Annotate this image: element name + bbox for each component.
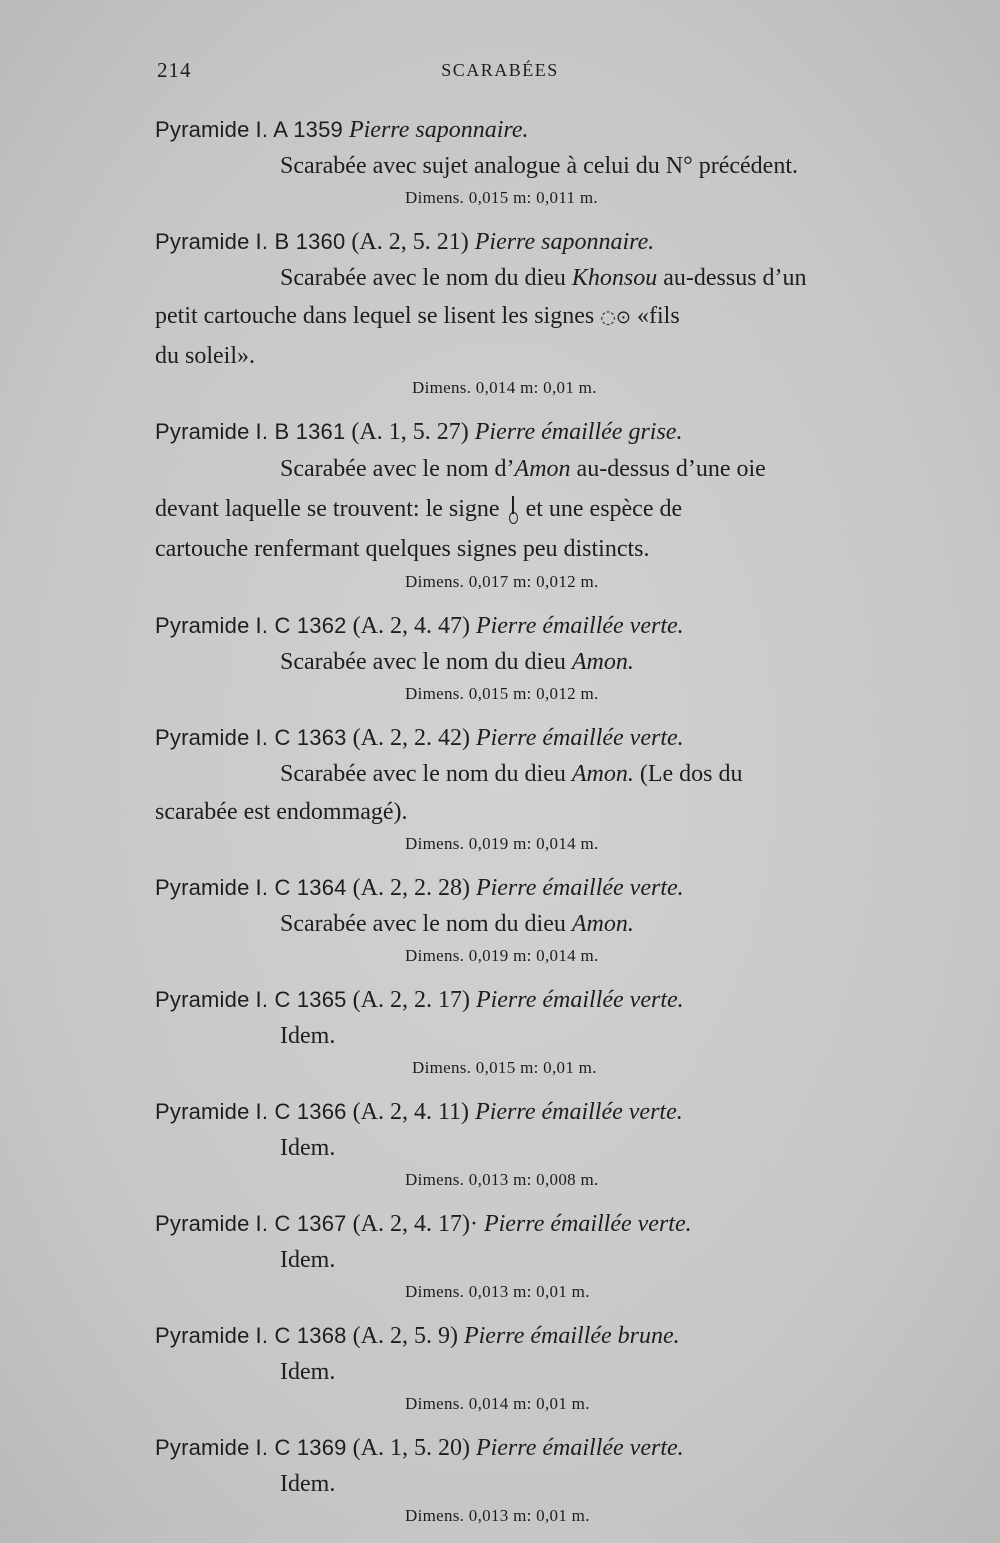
entry-location: (A. 2, 2. 28) [352, 875, 470, 901]
running-title: SCARABÉES [441, 60, 559, 80]
description-text: petit cartouche dans lequel se lisent les signes [155, 303, 601, 329]
entry-location: (A. 2, 2. 17) [352, 987, 470, 1013]
entry-material: Pierre émaillée verte. [475, 987, 684, 1013]
ankh-sign-icon [506, 494, 520, 524]
pyramide-label: Pyramide [155, 987, 250, 1012]
entry-dimensions: Dimens. 0,019 m: 0,014 m. [405, 834, 599, 853]
entry-description [155, 1129, 915, 1167]
pyramide-label: Pyramide [155, 725, 250, 750]
entry-material: Pierre émaillée verte. [475, 1435, 684, 1461]
page-number: 214 [157, 58, 192, 82]
entry-location: (A. 2, 5. 9) [352, 1323, 458, 1349]
catalogue-entry [155, 1319, 915, 1417]
catalogue-entries [155, 113, 915, 1543]
catalogue-entry [155, 609, 915, 707]
pyramide-label: Pyramide [155, 117, 250, 142]
idem-text: Idem. [280, 1359, 336, 1385]
entry-material: Pierre émaillée verte. [475, 725, 684, 751]
entry-dimensions: Dimens. 0,019 m: 0,014 m. [405, 946, 599, 965]
idem-text: Idem. [280, 1135, 336, 1161]
description-text: (Le dos du [633, 761, 743, 787]
description-text: Scarabée avec sujet analogue à celui du N° précédent. [280, 153, 799, 179]
description-text: «fils [631, 303, 680, 329]
pyramide-label: Pyramide [155, 229, 250, 254]
catalogue-entry [155, 1095, 915, 1193]
entry-dimensions: Dimens. 0,013 m: 0,01 m. [405, 1282, 590, 1301]
catalogue-entry [155, 113, 915, 211]
entry-ref: I. B 1361 [255, 419, 346, 444]
entry-heading [155, 871, 915, 905]
catalogue-entry [155, 721, 915, 857]
entry-dimensions: Dimens. 0,013 m: 0,008 m. [405, 1170, 599, 1189]
deity-name: Khonsou [571, 265, 658, 291]
entry-material: Pierre émaillée brune. [463, 1323, 680, 1349]
entry-heading [155, 415, 915, 449]
entry-heading [155, 1431, 915, 1465]
entry-description [155, 259, 915, 375]
page-header [0, 58, 1000, 88]
entry-material: Pierre émaillée verte. [475, 875, 684, 901]
description-line [155, 297, 915, 337]
deity-name: Amon [514, 456, 571, 482]
hieroglyph-signs: ◌⊙ [600, 307, 632, 328]
description-text: Scarabée avec le nom du dieu [280, 911, 572, 937]
entry-material: Pierre émaillée verte. [483, 1211, 692, 1237]
entry-heading [155, 225, 915, 259]
description-text: Scarabée avec le nom du dieu [280, 761, 572, 787]
entry-description [155, 1241, 915, 1279]
entry-description [155, 147, 915, 185]
description-text: au-dessus d’une oie [570, 456, 766, 482]
catalogue-entry [155, 871, 915, 969]
description-text: Scarabée avec le nom d’ [280, 456, 515, 482]
entry-ref: I. C 1367 [255, 1211, 347, 1236]
entry-material: Pierre saponnaire. [348, 117, 529, 143]
entry-ref: I. C 1362 [255, 613, 347, 638]
catalogue-entry [155, 225, 915, 401]
entry-heading [155, 113, 915, 147]
pyramide-label: Pyramide [155, 1211, 250, 1236]
entry-description [155, 905, 915, 943]
entry-heading [155, 609, 915, 643]
entry-ref: I. C 1368 [255, 1323, 347, 1348]
idem-text: Idem. [280, 1023, 336, 1049]
pyramide-label: Pyramide [155, 613, 250, 638]
entry-heading [155, 1207, 915, 1241]
entry-location: (A. 1, 5. 20) [352, 1435, 470, 1461]
entry-heading [155, 1319, 915, 1353]
entry-dimensions: Dimens. 0,014 m: 0,01 m. [405, 1394, 590, 1413]
entry-description [155, 755, 915, 831]
idem-text: Idem. [280, 1471, 336, 1497]
description-text: et une espèce de [525, 496, 683, 522]
entry-description [155, 1017, 915, 1055]
entry-dimensions: Dimens. 0,013 m: 0,01 m. [405, 1506, 590, 1525]
entry-description [155, 1465, 915, 1503]
entry-ref: I. B 1360 [255, 229, 346, 254]
entry-dimensions: Dimens. 0,014 m: 0,01 m. [412, 378, 597, 397]
deity-name: Amon. [571, 649, 634, 675]
description-text: au-dessus d’un [657, 265, 807, 291]
catalogue-entry [155, 415, 915, 595]
entry-location: (A. 1, 5. 27) [351, 419, 469, 445]
entry-material: Pierre émaillée verte. [475, 613, 684, 639]
entry-dimensions: Dimens. 0,015 m: 0,01 m. [412, 1058, 597, 1077]
catalogue-entry [155, 983, 915, 1081]
catalogue-entry [155, 1207, 915, 1305]
description-text: devant laquelle se trouvent: le signe [155, 496, 500, 522]
pyramide-label: Pyramide [155, 1099, 250, 1124]
entry-material: Pierre émaillée verte. [475, 1099, 683, 1125]
pyramide-label: Pyramide [155, 1435, 250, 1460]
entry-description [155, 449, 915, 569]
deity-name: Amon. [571, 911, 634, 937]
entry-heading [155, 721, 915, 755]
entry-dimensions: Dimens. 0,015 m: 0,011 m. [405, 188, 598, 207]
entry-location: (A. 2, 2. 42) [352, 725, 470, 751]
idem-text: Idem. [280, 1247, 336, 1273]
entry-ref: I. A 1359 [255, 117, 343, 142]
entry-ref: I. C 1369 [255, 1435, 347, 1460]
pyramide-label: Pyramide [155, 1323, 250, 1348]
entry-heading [155, 983, 915, 1017]
entry-ref: I. C 1364 [255, 875, 347, 900]
description-line: cartouche renfermant quelques signes peu distincts. [155, 536, 650, 562]
entry-ref: I. C 1365 [255, 987, 347, 1012]
entry-ref: I. C 1363 [255, 725, 347, 750]
description-line: du soleil». [155, 343, 255, 369]
entry-dimensions: Dimens. 0,017 m: 0,012 m. [405, 572, 599, 591]
deity-name: Amon. [571, 761, 634, 787]
entry-material: Pierre saponnaire. [474, 229, 655, 255]
entry-location: (A. 2, 5. 21) [351, 229, 469, 255]
pyramide-label: Pyramide [155, 875, 250, 900]
entry-location: (A. 2, 4. 47) [352, 613, 470, 639]
catalogue-entry [155, 1431, 915, 1529]
entry-material: Pierre émaillée grise. [474, 419, 683, 445]
description-line: scarabée est endommagé). [155, 799, 408, 825]
entry-dimensions: Dimens. 0,015 m: 0,012 m. [405, 684, 599, 703]
entry-location: (A. 2, 4. 17)· [352, 1211, 478, 1237]
entry-ref: I. C 1366 [255, 1099, 347, 1124]
entry-heading [155, 1095, 915, 1129]
entry-description [155, 643, 915, 681]
description-text: Scarabée avec le nom du dieu [280, 265, 572, 291]
description-text: Scarabée avec le nom du dieu [280, 649, 572, 675]
entry-location: (A. 2, 4. 11) [352, 1099, 470, 1125]
pyramide-label: Pyramide [155, 419, 250, 444]
entry-description [155, 1353, 915, 1391]
description-line [155, 489, 915, 529]
